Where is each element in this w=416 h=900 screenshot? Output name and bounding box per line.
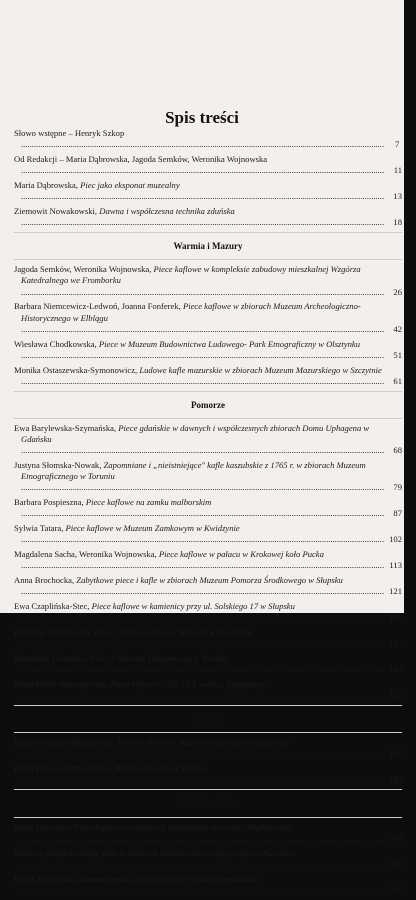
dot-leader: ......................................................................................................................................................................... bbox=[21, 191, 385, 202]
entry-authors: Beata Bielec-Maciejewska, bbox=[14, 679, 109, 690]
entry-authors: Monika Ostaszewska-Symonowicz, bbox=[14, 364, 138, 375]
section-divider bbox=[14, 232, 402, 233]
entry-title: Piece kaflowe w zbiorach Muzeum Archeologiczno-Historycznego w Elblągu bbox=[21, 301, 361, 323]
entry-authors: Elżbieta Bimler-Mackiewicz, bbox=[14, 737, 115, 748]
dot-leader: ......................................................................................................................................................................... bbox=[21, 534, 385, 545]
page-title: Spis treści bbox=[165, 108, 239, 127]
page-number: 121 bbox=[389, 586, 402, 597]
page-number: 156 bbox=[389, 748, 402, 759]
entry-title: Piece kaflowe w pałacu w Krokowej koło Pucka bbox=[158, 549, 324, 560]
toc-entry: Słowo wstępne – Henryk Szkop ......................................................................................................................................................................... 7 bbox=[14, 128, 400, 150]
page-number: 185 bbox=[389, 774, 402, 785]
entry-authors: Ewa Leszczyńska, Joanna Nowak, bbox=[14, 873, 133, 884]
entry-title: Wrocławskie piece kaflowe bbox=[115, 763, 209, 774]
page-number: 26 bbox=[393, 286, 402, 297]
entry-title: Piece kaflowe w pałacu rogalińskim bbox=[134, 873, 260, 884]
page-number: 221 bbox=[389, 884, 402, 895]
entry-authors: Maria Dąbrowska, bbox=[14, 180, 78, 190]
entry-title: Piec w zbiorach Muzeum Archeologicznego w Poznaniu bbox=[102, 847, 295, 858]
toc-entry bbox=[14, 763, 402, 785]
toc-entry bbox=[14, 339, 402, 361]
entry-title: Piece kaflowe na zamku malborskim bbox=[85, 497, 212, 508]
page-number: 79 bbox=[393, 482, 402, 493]
toc-entry bbox=[14, 497, 402, 519]
page-number: 13 bbox=[393, 191, 402, 202]
entry-title: Dawna i współczesna technika zduńska bbox=[99, 206, 235, 216]
dot-leader: ......................................................................................................................................................................... bbox=[21, 858, 385, 869]
entry-authors: Anna Brochocka, bbox=[14, 575, 75, 586]
page-number: 131 bbox=[389, 612, 402, 623]
page-number: 61 bbox=[393, 375, 402, 386]
toc-entry bbox=[14, 627, 402, 649]
page-number: 203 bbox=[389, 832, 402, 843]
toc-entry bbox=[14, 653, 402, 675]
dot-leader: ......................................................................................................................................................................... bbox=[21, 445, 385, 456]
entry-authors: Od Redakcji – Maria Dąbrowska, Jagoda Semków, Weronika Wojnowska bbox=[14, 154, 268, 164]
dot-leader: ......................................................................................................................................................................... bbox=[21, 748, 385, 759]
dot-leader: ......................................................................................................................................................................... bbox=[21, 165, 385, 176]
toc-entry bbox=[14, 523, 402, 545]
entry-authors: Justyna Słomska-Nowak, bbox=[14, 460, 102, 471]
entry-authors: Krystyna Rypniewska, bbox=[14, 627, 92, 638]
entry-title: Piece kaflowe w obiektach muzealnych na terenie Wielkopolski bbox=[73, 821, 291, 832]
entry-title: Piece w Muzeum Budownictwa Ludowego- Park Etnograficzny w Olsztynku bbox=[98, 338, 360, 349]
dot-leader: ......................................................................................................................................................................... bbox=[21, 286, 385, 297]
dot-leader: ......................................................................................................................................................................... bbox=[21, 560, 385, 571]
dot-leader: ......................................................................................................................................................................... bbox=[21, 638, 385, 649]
section-divider bbox=[14, 732, 402, 733]
section-divider bbox=[14, 817, 402, 818]
toc-entry bbox=[14, 460, 402, 494]
toc-entry bbox=[14, 822, 402, 844]
entry-authors: Sylwia Tatara, bbox=[14, 523, 64, 534]
entry-title: Piece kaflowe z XIX i XX wieku z Bydgoszczy bbox=[110, 679, 266, 690]
toc-entry bbox=[14, 679, 402, 701]
dot-leader: ......................................................................................................................................................................... bbox=[21, 832, 385, 843]
toc-entry bbox=[14, 206, 402, 228]
page-number: 113 bbox=[389, 560, 402, 571]
page-number: 221 bbox=[389, 858, 402, 869]
toc-entry bbox=[14, 848, 402, 870]
section-divider bbox=[14, 705, 402, 706]
entry-title: Piece z Muzeum Okręgowego w Toruniu bbox=[89, 653, 229, 664]
toc-entry bbox=[14, 180, 402, 202]
entry-authors: Beata Fekecz-Tomaszewska, bbox=[14, 763, 114, 774]
entry-authors: Barbara Niemcewicz-Ledwoń, Joanna Fonferek, bbox=[14, 301, 181, 312]
entry-title: Piece kaflowe w kamienicy przy ul. Solskiego 17 w Słupsku bbox=[91, 601, 295, 612]
dot-leader: ......................................................................................................................................................................... bbox=[21, 508, 385, 519]
entry-authors: Jagoda Semków, Weronika Wojnowska, bbox=[14, 264, 152, 275]
dot-leader: ......................................................................................................................................................................... bbox=[21, 664, 385, 675]
dot-leader: ......................................................................................................................................................................... bbox=[21, 690, 385, 701]
entry-authors: Magdalena Sacha, Weronika Wojnowska, bbox=[14, 549, 157, 560]
entry-authors: Barbara Pospieszna, bbox=[14, 497, 84, 508]
entry-title: Piec jako eksponat muzealny bbox=[80, 180, 180, 190]
entry-title: Piece i kafle ze zbiorów Muzeum w Koszalinie bbox=[94, 627, 254, 638]
toc-entry bbox=[14, 301, 402, 335]
toc-entry bbox=[14, 365, 402, 387]
entry-title: Piece gdańskie w dawnych i współczesnych zbiorach Domu Uphagena w Gdańsku bbox=[21, 422, 370, 445]
page-number: 145 bbox=[389, 664, 402, 675]
page-number: 137 bbox=[389, 638, 402, 649]
section-divider bbox=[14, 789, 402, 790]
entry-title: Piece kaflowe w kompleksie zabudowy mieszkalnej Wzgórza Katedralnego we Fromborku bbox=[21, 264, 361, 286]
entry-title: Piece kaflowe w Muzeum Zamkowym w Kwidzynie bbox=[65, 523, 240, 534]
entry-title: Ludowe kafle mazurskie w zbiorach Muzeum Mazurskiego w Szczytnie bbox=[139, 364, 382, 375]
dot-leader: ......................................................................................................................................................................... bbox=[21, 349, 385, 360]
entry-authors: Ewa Czaplińska-Stec, bbox=[14, 601, 90, 612]
table-of-contents bbox=[14, 128, 402, 900]
page-number: 87 bbox=[393, 508, 402, 519]
page-number: 11 bbox=[393, 165, 402, 176]
section-heading: Pomorze bbox=[191, 399, 225, 410]
entry-authors: Ewa Barylewska-Szymańska, bbox=[14, 422, 117, 433]
toc-entry bbox=[14, 154, 402, 176]
entry-authors: Słowo wstępne – Henryk Szkop bbox=[14, 128, 125, 138]
page-number: 51 bbox=[393, 349, 402, 360]
section-divider bbox=[14, 418, 402, 419]
entry-authors: Romualda Uziembło, bbox=[14, 653, 88, 664]
page-number: 18 bbox=[393, 217, 402, 228]
dot-leader: ......................................................................................................................................................................... bbox=[21, 323, 385, 334]
section-heading: Warmia i Mazury bbox=[173, 241, 243, 251]
dot-leader: ......................................................................................................................................................................... bbox=[21, 774, 385, 785]
toc-entry bbox=[14, 549, 402, 571]
entry-authors: Beata Gajewska, bbox=[14, 821, 72, 832]
dot-leader: ......................................................................................................................................................................... bbox=[21, 482, 385, 493]
toc-entry bbox=[14, 264, 402, 298]
toc-entry bbox=[14, 423, 402, 457]
entry-title: Piece w zbiorach muzeów województwa śląskiego bbox=[117, 737, 289, 748]
dot-leader: ......................................................................................................................................................................... bbox=[21, 884, 385, 895]
entry-authors: Kateriny Zisopulu-Bleja, bbox=[14, 847, 100, 858]
page-number: 102 bbox=[389, 534, 402, 545]
dot-leader: ......................................................................................................................................................................... bbox=[21, 375, 385, 386]
dot-leader: ......................................................................................................................................................................... bbox=[21, 139, 385, 150]
entry-title: Zapomniane i „nieistniejące" kafle kaszubskie z 1765 r. w zbiorach Muzeum Etnograficznego w Toruniu bbox=[21, 460, 366, 482]
section-heading: Śląsk bbox=[197, 714, 219, 725]
page-number: 42 bbox=[393, 323, 402, 334]
section-divider bbox=[14, 259, 402, 260]
page-number: 68 bbox=[393, 445, 402, 456]
toc-entry bbox=[14, 601, 402, 623]
entry-authors: Ziemowit Nowakowski, bbox=[14, 206, 98, 216]
section-heading: Wielkopolska bbox=[181, 798, 235, 809]
dot-leader: ......................................................................................................................................................................... bbox=[21, 217, 385, 228]
toc-entry bbox=[14, 575, 402, 597]
dot-leader: ......................................................................................................................................................................... bbox=[21, 612, 385, 623]
toc-entry bbox=[14, 874, 402, 896]
entry-title: Zabytkowe piece i kafle w zbiorach Muzeum Pomorza Środkowego w Słupsku bbox=[76, 575, 343, 586]
toc-entry bbox=[14, 737, 402, 759]
section-divider bbox=[14, 391, 402, 392]
entry-authors: Wiesława Chodkowska, bbox=[14, 338, 97, 349]
dot-leader: ......................................................................................................................................................................... bbox=[21, 586, 385, 597]
page-number: 152 bbox=[389, 690, 402, 701]
